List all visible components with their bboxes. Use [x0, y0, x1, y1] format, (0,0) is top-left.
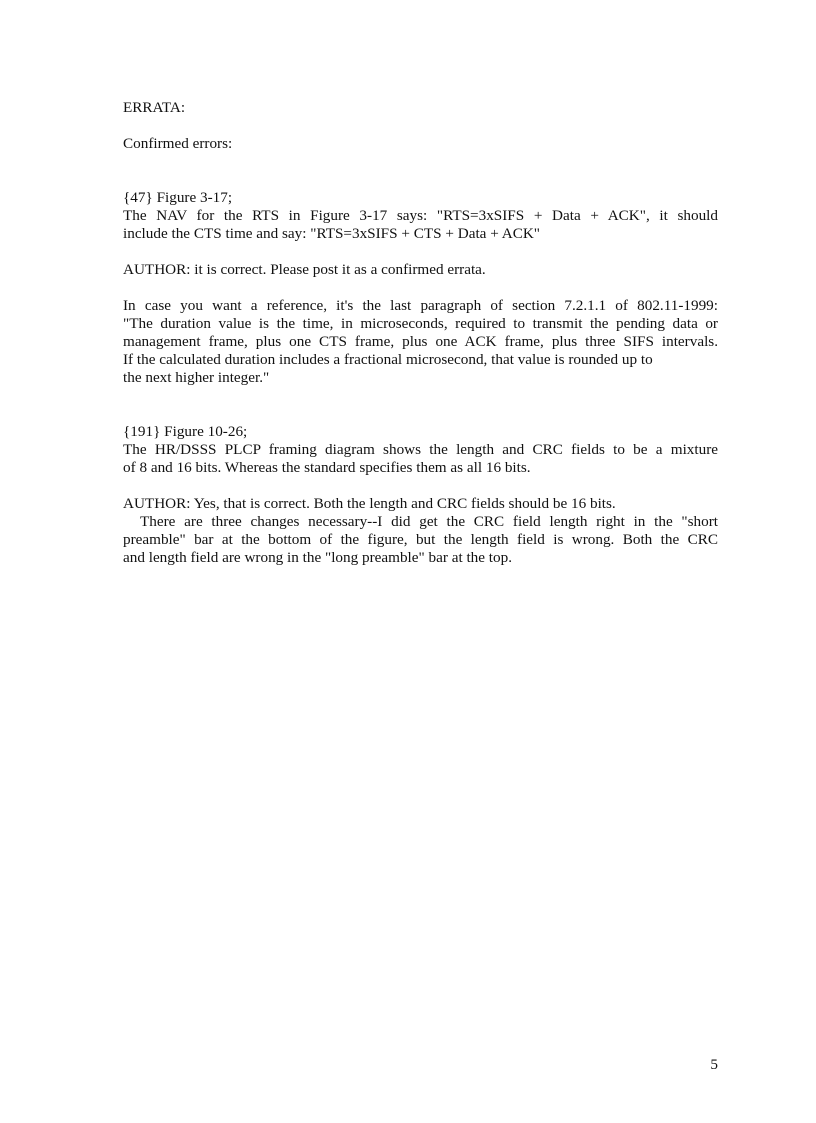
confirmed-errors-subheading: Confirmed errors: — [123, 135, 233, 152]
author-detail-line: preamble" bar at the bottom of the figure, but the length field is wrong. Both the CRC — [123, 531, 718, 548]
errata-entry-191 — [123, 423, 718, 567]
entry-problem-line: The HR/DSSS PLCP framing diagram shows the length and CRC fields to be a mixture — [123, 441, 718, 458]
reference-line: "The duration value is the time, in microseconds, required to transmit the pending data or — [123, 315, 718, 332]
entry-reference: {47} Figure 3-17; — [123, 189, 233, 206]
errata-heading: ERRATA: — [123, 99, 186, 116]
entry-problem-line: include the CTS time and say: "RTS=3xSIFS + CTS + Data + ACK" — [123, 225, 540, 242]
entry-problem-line: of 8 and 16 bits. Whereas the standard specifies them as all 16 bits. — [123, 459, 531, 476]
page-number: 5 — [710, 1056, 718, 1073]
document-body — [123, 99, 718, 567]
author-detail-line: There are three changes necessary--I did get the CRC field length right in the "short — [140, 513, 718, 530]
reference-line: If the calculated duration includes a fractional microsecond, that value is rounded up to — [123, 351, 653, 368]
reference-line: management frame, plus one CTS frame, plus one ACK frame, plus three SIFS intervals. — [123, 333, 718, 350]
errata-entry-47 — [123, 189, 718, 387]
entry-problem-line: The NAV for the RTS in Figure 3-17 says: "RTS=3xSIFS + Data + ACK", it should — [123, 207, 718, 224]
entry-reference: {191} Figure 10-26; — [123, 423, 248, 440]
author-response: AUTHOR: Yes, that is correct. Both the length and CRC fields should be 16 bits. — [123, 495, 616, 512]
author-detail-line: and length field are wrong in the "long preamble" bar at the top. — [123, 549, 513, 566]
author-response: AUTHOR: it is correct. Please post it as a confirmed errata. — [123, 261, 486, 278]
reference-line: In case you want a reference, it's the last paragraph of section 7.2.1.1 of 802.11-1999: — [123, 297, 718, 314]
reference-paragraph — [123, 297, 718, 387]
reference-line: the next higher integer." — [123, 369, 270, 386]
